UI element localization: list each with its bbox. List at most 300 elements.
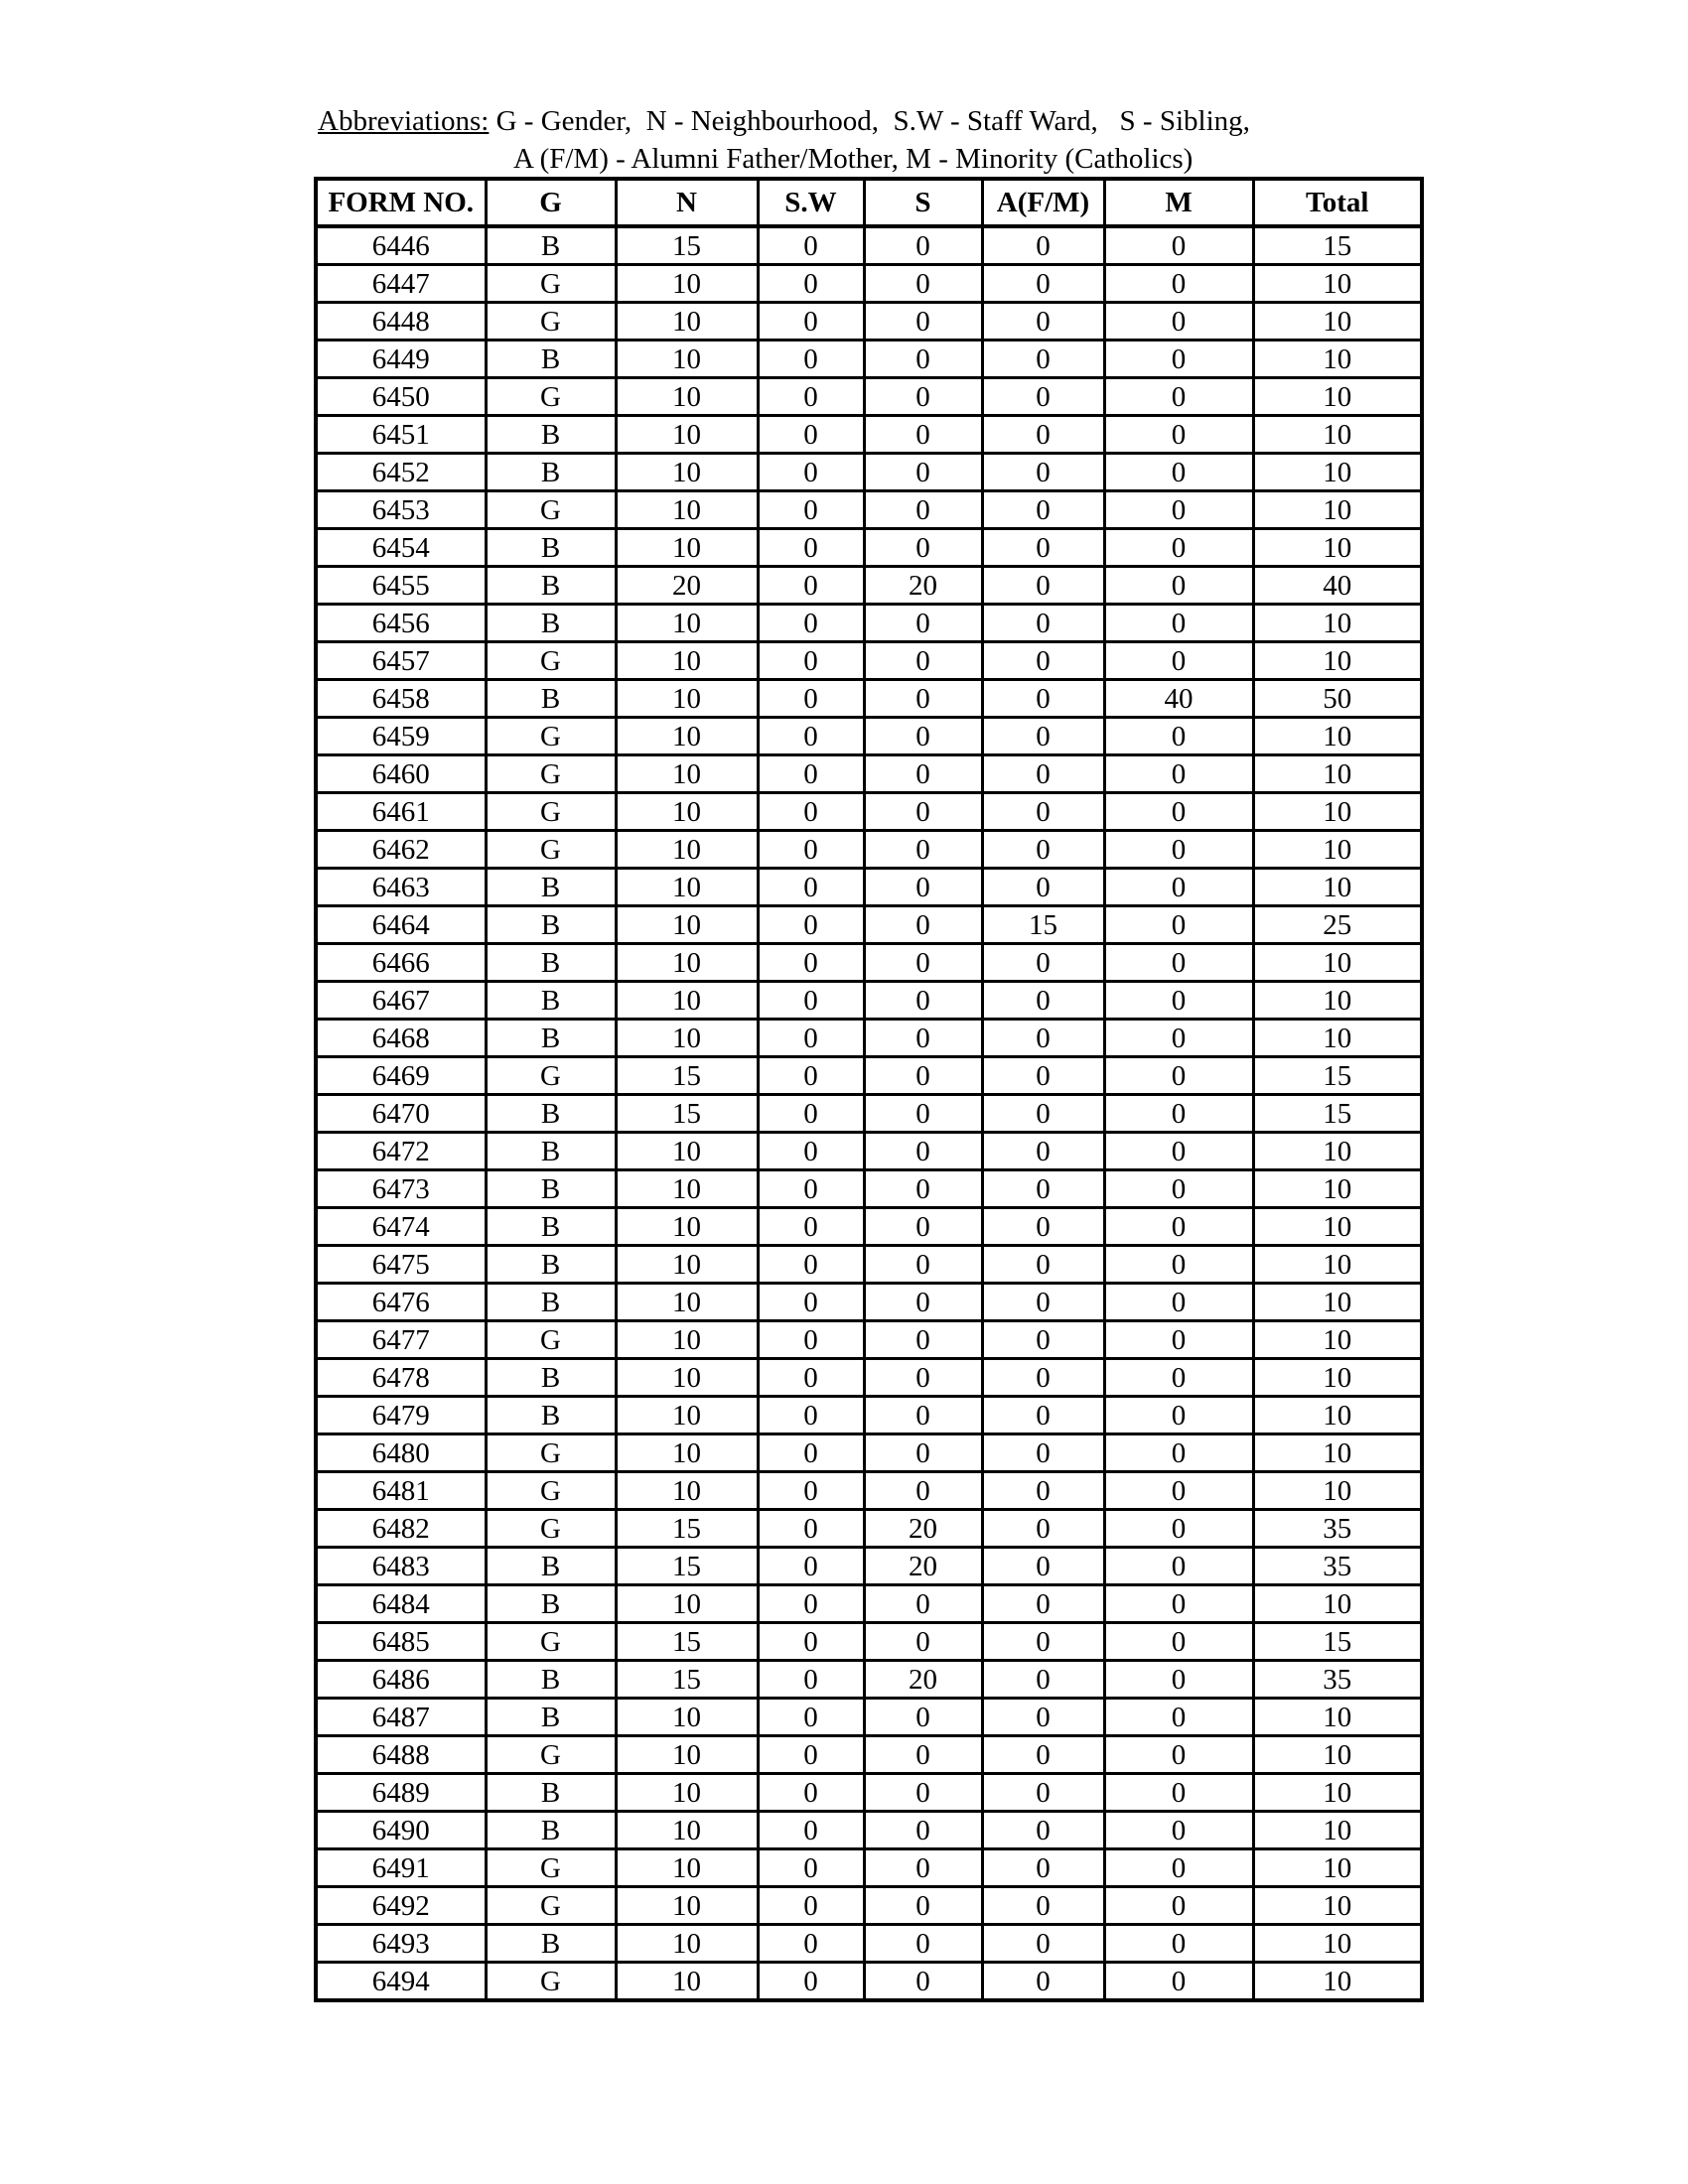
- cell-staff-ward: 0: [758, 1548, 864, 1585]
- cell-sibling: 0: [864, 265, 982, 303]
- cell-minority: 0: [1104, 1963, 1253, 2001]
- cell-sibling: 0: [864, 341, 982, 378]
- cell-form-no: 6452: [316, 454, 486, 491]
- cell-neighbourhood: 10: [616, 1699, 758, 1736]
- cell-form-no: 6448: [316, 303, 486, 341]
- cell-sibling: 0: [864, 605, 982, 642]
- cell-gender: B: [486, 1133, 616, 1170]
- cell-gender: G: [486, 1057, 616, 1095]
- cell-total: 35: [1253, 1661, 1422, 1699]
- cell-neighbourhood: 10: [616, 1434, 758, 1472]
- cell-staff-ward: 0: [758, 1699, 864, 1736]
- cell-staff-ward: 0: [758, 793, 864, 831]
- cell-form-no: 6480: [316, 1434, 486, 1472]
- cell-minority: 0: [1104, 567, 1253, 605]
- cell-total: 10: [1253, 605, 1422, 642]
- cell-gender: G: [486, 831, 616, 869]
- cell-sibling: 0: [864, 1133, 982, 1170]
- table-row: [316, 1359, 1422, 1397]
- table-row: [316, 567, 1422, 605]
- cell-form-no: 6459: [316, 718, 486, 755]
- cell-total: 10: [1253, 1208, 1422, 1246]
- cell-alumni: 0: [982, 416, 1104, 454]
- cell-staff-ward: 0: [758, 1887, 864, 1925]
- cell-staff-ward: 0: [758, 1397, 864, 1434]
- cell-gender: G: [486, 491, 616, 529]
- cell-staff-ward: 0: [758, 755, 864, 793]
- cell-gender: G: [486, 1510, 616, 1548]
- cell-neighbourhood: 15: [616, 226, 758, 265]
- cell-staff-ward: 0: [758, 1284, 864, 1321]
- cell-gender: G: [486, 265, 616, 303]
- cell-alumni: 0: [982, 1699, 1104, 1736]
- cell-total: 15: [1253, 1057, 1422, 1095]
- cell-gender: B: [486, 1095, 616, 1133]
- cell-minority: 0: [1104, 906, 1253, 944]
- cell-alumni: 0: [982, 680, 1104, 718]
- cell-gender: G: [486, 378, 616, 416]
- table-row: [316, 1774, 1422, 1812]
- cell-staff-ward: 0: [758, 718, 864, 755]
- cell-neighbourhood: 10: [616, 529, 758, 567]
- cell-sibling: 0: [864, 1585, 982, 1623]
- table-row: [316, 416, 1422, 454]
- table-row: [316, 1623, 1422, 1661]
- cell-staff-ward: 0: [758, 454, 864, 491]
- cell-sibling: 0: [864, 793, 982, 831]
- table-row: [316, 982, 1422, 1020]
- cell-total: 10: [1253, 1434, 1422, 1472]
- cell-alumni: 0: [982, 1284, 1104, 1321]
- table-row: [316, 1434, 1422, 1472]
- cell-minority: 0: [1104, 1548, 1253, 1585]
- cell-sibling: 0: [864, 1812, 982, 1849]
- cell-gender: B: [486, 1812, 616, 1849]
- cell-staff-ward: 0: [758, 1057, 864, 1095]
- table-row: [316, 605, 1422, 642]
- cell-neighbourhood: 10: [616, 1812, 758, 1849]
- table-row: [316, 1661, 1422, 1699]
- cell-staff-ward: 0: [758, 1208, 864, 1246]
- cell-gender: G: [486, 718, 616, 755]
- cell-sibling: 0: [864, 944, 982, 982]
- cell-staff-ward: 0: [758, 491, 864, 529]
- cell-total: 10: [1253, 378, 1422, 416]
- table-row: [316, 1887, 1422, 1925]
- cell-gender: B: [486, 1020, 616, 1057]
- table-row: [316, 793, 1422, 831]
- table-row: [316, 378, 1422, 416]
- table-body: [316, 226, 1422, 2000]
- cell-form-no: 6475: [316, 1246, 486, 1284]
- column-header-total: Total: [1253, 179, 1422, 226]
- cell-alumni: 0: [982, 1963, 1104, 2001]
- cell-sibling: 20: [864, 1661, 982, 1699]
- cell-neighbourhood: 10: [616, 906, 758, 944]
- cell-minority: 0: [1104, 265, 1253, 303]
- cell-staff-ward: 0: [758, 944, 864, 982]
- table-row: [316, 1925, 1422, 1963]
- table-row: [316, 831, 1422, 869]
- table-row: [316, 1246, 1422, 1284]
- cell-form-no: 6494: [316, 1963, 486, 2001]
- cell-alumni: 0: [982, 1057, 1104, 1095]
- abbreviations-line-2: A (F/M) - Alumni Father/Mother, M - Minority (Catholics): [513, 143, 1194, 175]
- cell-minority: 0: [1104, 1510, 1253, 1548]
- cell-total: 10: [1253, 1321, 1422, 1359]
- cell-staff-ward: 0: [758, 378, 864, 416]
- cell-neighbourhood: 10: [616, 642, 758, 680]
- cell-sibling: 0: [864, 1887, 982, 1925]
- cell-total: 10: [1253, 1020, 1422, 1057]
- cell-staff-ward: 0: [758, 1321, 864, 1359]
- table-row: [316, 265, 1422, 303]
- cell-gender: B: [486, 1284, 616, 1321]
- cell-minority: 0: [1104, 1812, 1253, 1849]
- cell-total: 10: [1253, 1359, 1422, 1397]
- cell-alumni: 0: [982, 1548, 1104, 1585]
- abbreviations-title: Abbreviations:: [318, 105, 490, 137]
- cell-neighbourhood: 15: [616, 1057, 758, 1095]
- table-row: [316, 869, 1422, 906]
- cell-minority: 0: [1104, 491, 1253, 529]
- cell-alumni: 0: [982, 1849, 1104, 1887]
- cell-neighbourhood: 10: [616, 718, 758, 755]
- cell-total: 25: [1253, 906, 1422, 944]
- cell-form-no: 6449: [316, 341, 486, 378]
- cell-form-no: 6491: [316, 1849, 486, 1887]
- cell-gender: B: [486, 1246, 616, 1284]
- cell-gender: G: [486, 1736, 616, 1774]
- cell-sibling: 0: [864, 1095, 982, 1133]
- cell-minority: 0: [1104, 1774, 1253, 1812]
- abbreviations-line-1: [318, 102, 1250, 140]
- cell-form-no: 6473: [316, 1170, 486, 1208]
- cell-alumni: 0: [982, 1925, 1104, 1963]
- cell-alumni: 0: [982, 1661, 1104, 1699]
- cell-total: 40: [1253, 567, 1422, 605]
- cell-total: 10: [1253, 1925, 1422, 1963]
- cell-total: 10: [1253, 491, 1422, 529]
- cell-form-no: 6470: [316, 1095, 486, 1133]
- table-row: [316, 1812, 1422, 1849]
- cell-alumni: 0: [982, 1472, 1104, 1510]
- cell-sibling: 20: [864, 1548, 982, 1585]
- cell-neighbourhood: 10: [616, 1887, 758, 1925]
- cell-staff-ward: 0: [758, 982, 864, 1020]
- table-row: [316, 529, 1422, 567]
- cell-gender: B: [486, 226, 616, 265]
- cell-total: 10: [1253, 755, 1422, 793]
- cell-sibling: 0: [864, 416, 982, 454]
- cell-gender: G: [486, 1849, 616, 1887]
- table-row: [316, 642, 1422, 680]
- cell-neighbourhood: 20: [616, 567, 758, 605]
- cell-form-no: 6469: [316, 1057, 486, 1095]
- cell-total: 15: [1253, 1623, 1422, 1661]
- cell-neighbourhood: 10: [616, 1963, 758, 2001]
- cell-staff-ward: 0: [758, 567, 864, 605]
- cell-alumni: 0: [982, 303, 1104, 341]
- column-header-neighbourhood: N: [616, 179, 758, 226]
- cell-form-no: 6483: [316, 1548, 486, 1585]
- cell-gender: B: [486, 982, 616, 1020]
- cell-minority: 0: [1104, 1095, 1253, 1133]
- cell-staff-ward: 0: [758, 1585, 864, 1623]
- cell-form-no: 6490: [316, 1812, 486, 1849]
- cell-staff-ward: 0: [758, 303, 864, 341]
- admission-points-table: [314, 177, 1424, 2002]
- cell-gender: B: [486, 869, 616, 906]
- cell-total: 10: [1253, 1849, 1422, 1887]
- cell-minority: 0: [1104, 1472, 1253, 1510]
- cell-sibling: 0: [864, 529, 982, 567]
- cell-total: 10: [1253, 1699, 1422, 1736]
- cell-gender: B: [486, 1397, 616, 1434]
- cell-alumni: 0: [982, 1585, 1104, 1623]
- cell-form-no: 6488: [316, 1736, 486, 1774]
- cell-neighbourhood: 10: [616, 755, 758, 793]
- cell-neighbourhood: 10: [616, 1133, 758, 1170]
- cell-total: 10: [1253, 642, 1422, 680]
- cell-neighbourhood: 15: [616, 1510, 758, 1548]
- table-header: [316, 179, 1422, 226]
- cell-minority: 0: [1104, 416, 1253, 454]
- table-row: [316, 1548, 1422, 1585]
- cell-alumni: 0: [982, 869, 1104, 906]
- cell-sibling: 0: [864, 718, 982, 755]
- cell-neighbourhood: 10: [616, 1359, 758, 1397]
- cell-total: 10: [1253, 793, 1422, 831]
- cell-alumni: 0: [982, 491, 1104, 529]
- cell-minority: 0: [1104, 793, 1253, 831]
- cell-sibling: 0: [864, 1208, 982, 1246]
- cell-minority: 0: [1104, 1925, 1253, 1963]
- cell-neighbourhood: 10: [616, 1208, 758, 1246]
- table-row: [316, 1095, 1422, 1133]
- cell-sibling: 0: [864, 906, 982, 944]
- cell-total: 10: [1253, 1472, 1422, 1510]
- cell-total: 10: [1253, 1170, 1422, 1208]
- cell-neighbourhood: 10: [616, 605, 758, 642]
- cell-minority: 0: [1104, 1284, 1253, 1321]
- cell-gender: G: [486, 793, 616, 831]
- cell-form-no: 6477: [316, 1321, 486, 1359]
- cell-alumni: 0: [982, 1020, 1104, 1057]
- cell-total: 10: [1253, 1963, 1422, 2001]
- cell-alumni: 0: [982, 378, 1104, 416]
- cell-sibling: 20: [864, 1510, 982, 1548]
- cell-form-no: 6457: [316, 642, 486, 680]
- cell-total: 15: [1253, 226, 1422, 265]
- cell-form-no: 6451: [316, 416, 486, 454]
- cell-staff-ward: 0: [758, 226, 864, 265]
- cell-gender: B: [486, 680, 616, 718]
- column-header-form-no: FORM NO.: [316, 179, 486, 226]
- cell-form-no: 6476: [316, 1284, 486, 1321]
- cell-neighbourhood: 10: [616, 869, 758, 906]
- cell-alumni: 0: [982, 1133, 1104, 1170]
- cell-alumni: 0: [982, 1170, 1104, 1208]
- cell-form-no: 6472: [316, 1133, 486, 1170]
- cell-form-no: 6454: [316, 529, 486, 567]
- cell-minority: 0: [1104, 605, 1253, 642]
- table-row: [316, 1284, 1422, 1321]
- cell-neighbourhood: 10: [616, 944, 758, 982]
- table-row: [316, 491, 1422, 529]
- table-row: [316, 718, 1422, 755]
- cell-alumni: 0: [982, 944, 1104, 982]
- cell-minority: 0: [1104, 718, 1253, 755]
- table-row: [316, 906, 1422, 944]
- cell-minority: 0: [1104, 1321, 1253, 1359]
- cell-minority: 0: [1104, 1170, 1253, 1208]
- cell-staff-ward: 0: [758, 1170, 864, 1208]
- cell-total: 10: [1253, 1284, 1422, 1321]
- cell-staff-ward: 0: [758, 265, 864, 303]
- table-row: [316, 1963, 1422, 2001]
- cell-alumni: 0: [982, 567, 1104, 605]
- table-row: [316, 1736, 1422, 1774]
- cell-sibling: 0: [864, 1736, 982, 1774]
- cell-alumni: 0: [982, 793, 1104, 831]
- cell-neighbourhood: 10: [616, 793, 758, 831]
- cell-form-no: 6462: [316, 831, 486, 869]
- column-header-staff-ward: S.W: [758, 179, 864, 226]
- table-row: [316, 1321, 1422, 1359]
- table-row: [316, 755, 1422, 793]
- cell-form-no: 6493: [316, 1925, 486, 1963]
- cell-neighbourhood: 10: [616, 491, 758, 529]
- cell-gender: B: [486, 605, 616, 642]
- cell-form-no: 6487: [316, 1699, 486, 1736]
- cell-staff-ward: 0: [758, 529, 864, 567]
- cell-total: 10: [1253, 1774, 1422, 1812]
- cell-minority: 40: [1104, 680, 1253, 718]
- table-row: [316, 680, 1422, 718]
- cell-total: 10: [1253, 1736, 1422, 1774]
- cell-sibling: 0: [864, 1321, 982, 1359]
- cell-form-no: 6468: [316, 1020, 486, 1057]
- cell-total: 10: [1253, 831, 1422, 869]
- cell-staff-ward: 0: [758, 906, 864, 944]
- cell-alumni: 0: [982, 831, 1104, 869]
- cell-minority: 0: [1104, 1699, 1253, 1736]
- cell-form-no: 6479: [316, 1397, 486, 1434]
- cell-gender: G: [486, 1472, 616, 1510]
- cell-alumni: 0: [982, 1397, 1104, 1434]
- cell-form-no: 6463: [316, 869, 486, 906]
- cell-neighbourhood: 10: [616, 265, 758, 303]
- cell-sibling: 0: [864, 454, 982, 491]
- column-header-minority: M: [1104, 179, 1253, 226]
- cell-sibling: 0: [864, 1925, 982, 1963]
- cell-minority: 0: [1104, 303, 1253, 341]
- cell-alumni: 0: [982, 1246, 1104, 1284]
- cell-sibling: 0: [864, 1623, 982, 1661]
- cell-alumni: 0: [982, 1736, 1104, 1774]
- cell-gender: B: [486, 1208, 616, 1246]
- table-row: [316, 1170, 1422, 1208]
- cell-total: 10: [1253, 529, 1422, 567]
- table-row: [316, 944, 1422, 982]
- header-row: [316, 179, 1422, 226]
- cell-sibling: 0: [864, 869, 982, 906]
- cell-gender: B: [486, 341, 616, 378]
- cell-total: 10: [1253, 1585, 1422, 1623]
- cell-gender: G: [486, 1963, 616, 2001]
- cell-form-no: 6485: [316, 1623, 486, 1661]
- cell-minority: 0: [1104, 1585, 1253, 1623]
- cell-neighbourhood: 10: [616, 1284, 758, 1321]
- cell-minority: 0: [1104, 1133, 1253, 1170]
- cell-alumni: 15: [982, 906, 1104, 944]
- cell-gender: B: [486, 567, 616, 605]
- cell-minority: 0: [1104, 982, 1253, 1020]
- cell-minority: 0: [1104, 1397, 1253, 1434]
- cell-form-no: 6453: [316, 491, 486, 529]
- cell-total: 10: [1253, 1397, 1422, 1434]
- cell-alumni: 0: [982, 1774, 1104, 1812]
- table-row: [316, 1397, 1422, 1434]
- cell-sibling: 0: [864, 982, 982, 1020]
- cell-minority: 0: [1104, 1057, 1253, 1095]
- cell-gender: B: [486, 1170, 616, 1208]
- cell-form-no: 6458: [316, 680, 486, 718]
- table-row: [316, 341, 1422, 378]
- cell-sibling: 0: [864, 1057, 982, 1095]
- cell-total: 10: [1253, 265, 1422, 303]
- cell-alumni: 0: [982, 1095, 1104, 1133]
- cell-gender: B: [486, 906, 616, 944]
- cell-neighbourhood: 10: [616, 1170, 758, 1208]
- table-row: [316, 1849, 1422, 1887]
- cell-gender: B: [486, 1585, 616, 1623]
- cell-neighbourhood: 10: [616, 1246, 758, 1284]
- cell-sibling: 0: [864, 226, 982, 265]
- cell-form-no: 6446: [316, 226, 486, 265]
- cell-minority: 0: [1104, 1736, 1253, 1774]
- cell-gender: B: [486, 1661, 616, 1699]
- cell-sibling: 0: [864, 1359, 982, 1397]
- table-row: [316, 454, 1422, 491]
- cell-gender: B: [486, 1925, 616, 1963]
- cell-neighbourhood: 10: [616, 303, 758, 341]
- cell-form-no: 6460: [316, 755, 486, 793]
- cell-total: 10: [1253, 416, 1422, 454]
- table-row: [316, 1020, 1422, 1057]
- cell-alumni: 0: [982, 718, 1104, 755]
- cell-gender: B: [486, 454, 616, 491]
- cell-neighbourhood: 15: [616, 1661, 758, 1699]
- cell-total: 35: [1253, 1510, 1422, 1548]
- cell-staff-ward: 0: [758, 1133, 864, 1170]
- cell-sibling: 0: [864, 1284, 982, 1321]
- cell-minority: 0: [1104, 755, 1253, 793]
- cell-total: 10: [1253, 944, 1422, 982]
- cell-gender: B: [486, 416, 616, 454]
- cell-minority: 0: [1104, 454, 1253, 491]
- cell-form-no: 6478: [316, 1359, 486, 1397]
- cell-staff-ward: 0: [758, 1963, 864, 2001]
- cell-minority: 0: [1104, 1849, 1253, 1887]
- cell-alumni: 0: [982, 982, 1104, 1020]
- cell-neighbourhood: 10: [616, 1774, 758, 1812]
- cell-form-no: 6466: [316, 944, 486, 982]
- cell-form-no: 6489: [316, 1774, 486, 1812]
- cell-staff-ward: 0: [758, 1849, 864, 1887]
- cell-form-no: 6484: [316, 1585, 486, 1623]
